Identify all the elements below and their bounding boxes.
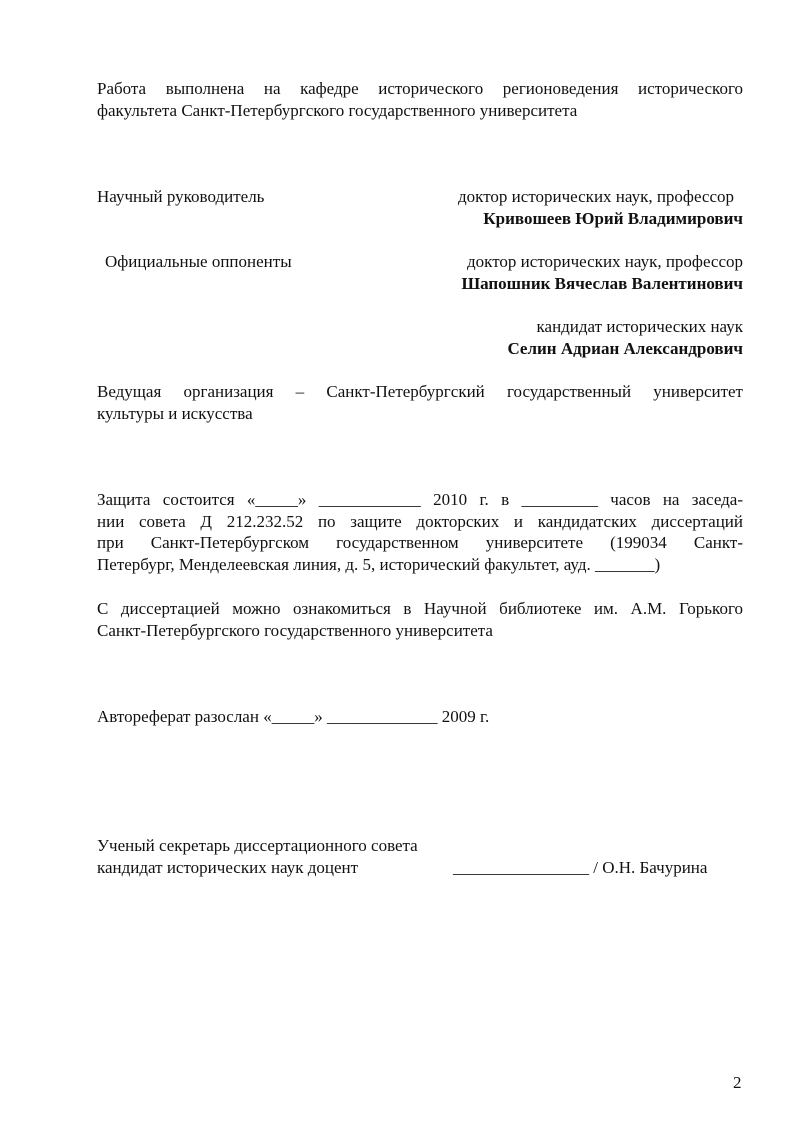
page-number: 2: [733, 1073, 742, 1092]
header-paragraph: [97, 78, 743, 121]
defense-line-4: Петербург, Менделеевская линия, д. 5, исторический факультет, ауд. _______): [97, 554, 661, 574]
library-paragraph: [97, 598, 743, 641]
supervisor-degree: доктор исторических наук, профессор: [458, 187, 734, 206]
lead-organization-paragraph: [97, 381, 743, 424]
defense-line-3: при Санкт-Петербургском государственном университете (199034 Санкт-: [97, 533, 743, 552]
supervisor-name: Кривошеев Юрий Владимирович: [483, 209, 743, 228]
opponent-1-degree: доктор исторических наук, профессор: [467, 252, 743, 271]
secretary-signature: ________________ / О.Н. Бачурина: [453, 858, 708, 877]
lead-organization-line-1: Ведущая организация – Санкт-Петербургский государственный университет: [97, 382, 743, 401]
library-line-2: Санкт-Петербургского государственного университета: [97, 620, 493, 640]
library-line-1: С диссертацией можно ознакомиться в Научной библиотеке им. А.М. Горького: [97, 599, 743, 618]
lead-organization-line-2: культуры и искусства: [97, 403, 253, 423]
opponent-2-degree: кандидат исторических наук: [536, 317, 743, 336]
secretary-title: Ученый секретарь диссертационного совета: [97, 836, 418, 855]
opponent-1-name: Шапошник Вячеслав Валентинович: [461, 274, 743, 293]
opponents-role: Официальные оппоненты: [105, 252, 292, 271]
defense-line-2: нии совета Д 212.232.52 по защите докторских и кандидатских диссертаций: [97, 511, 743, 531]
abstract-sent-line: Автореферат разослан «_____» _____________ 2009 г.: [97, 707, 490, 726]
defense-paragraph: [97, 489, 743, 575]
header-line-2: факультета Санкт-Петербургского государственного университета: [97, 100, 578, 120]
defense-line-1: Защита состоится «_____» ____________ 2010 г. в _________ часов на заседа-: [97, 490, 743, 509]
opponent-2-name: Селин Адриан Александрович: [507, 339, 743, 358]
secretary-degree: кандидат исторических наук доцент: [97, 858, 359, 877]
supervisor-role: Научный руководитель: [97, 187, 265, 206]
header-line-1: Работа выполнена на кафедре исторического регионоведения исторического: [97, 79, 743, 98]
